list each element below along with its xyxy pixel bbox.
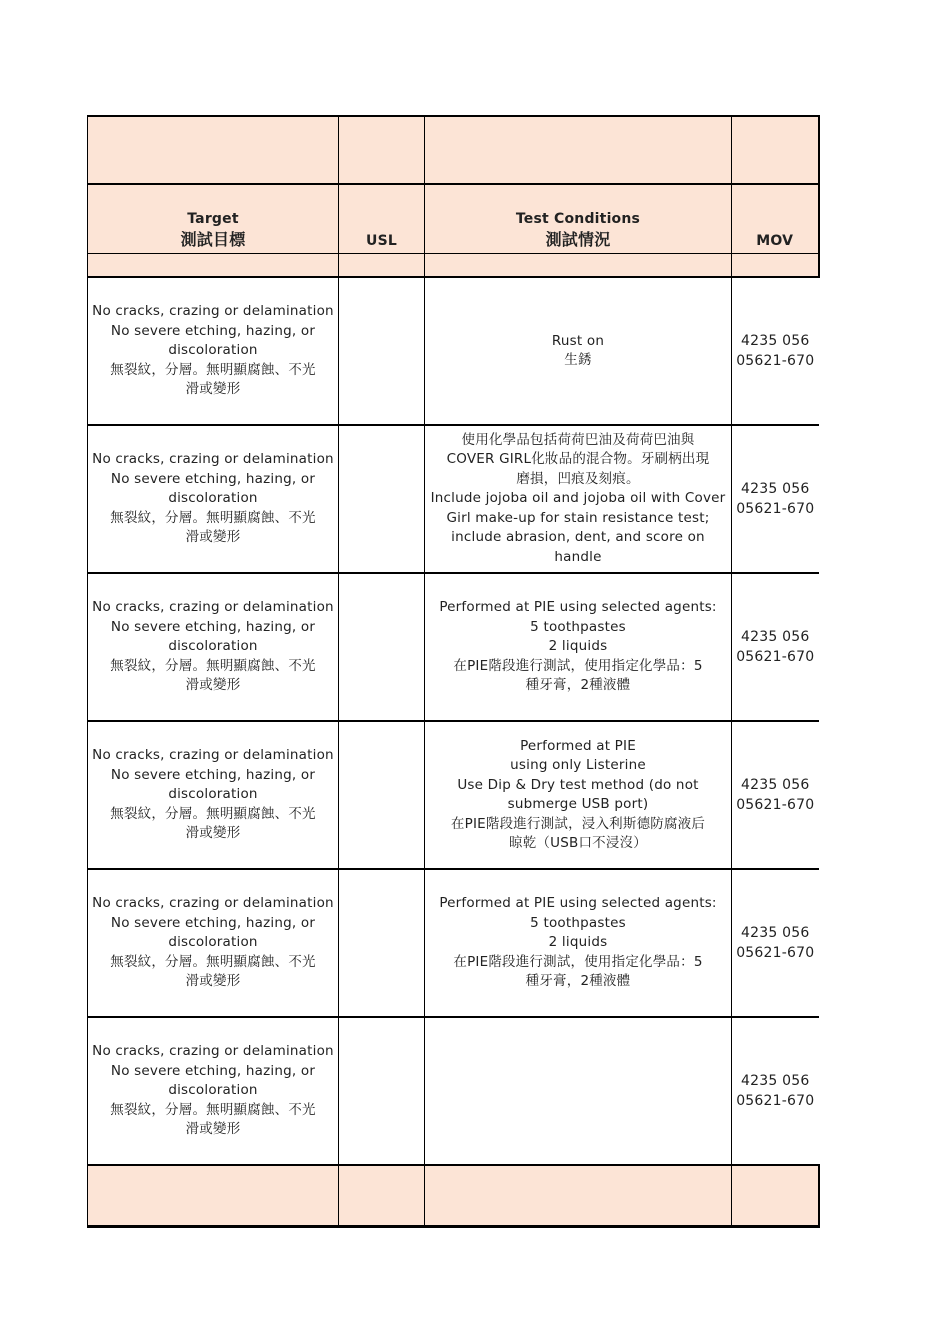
table-row [88, 721, 819, 869]
footer-band-row [88, 1165, 819, 1227]
mov-line: 05621-670 [736, 649, 815, 665]
spec-sheet [87, 115, 818, 1228]
header-usl [339, 184, 425, 254]
conditions-line: 種牙膏，2種液體 [525, 973, 631, 990]
conditions-cell [425, 1017, 732, 1165]
target-line: 無裂紋，分層。無明顯腐蝕、不光 [110, 953, 316, 970]
header-target-zh: 測試目標 [180, 230, 246, 249]
conditions-line: 2 liquids [548, 638, 608, 655]
target-line: 滑或變形 [185, 825, 241, 842]
strip-cell [425, 254, 732, 278]
conditions-line: 2 liquids [548, 934, 608, 951]
conditions-line: COVER GIRL化妝品的混合物。牙刷柄出現 [446, 451, 710, 468]
mov-cell [732, 425, 819, 573]
mov-line: 4235 056 [741, 481, 810, 497]
conditions-line: submerge USB port) [507, 796, 649, 812]
target-line: discoloration [168, 638, 258, 655]
conditions-cell [425, 869, 732, 1017]
mov-line: 05621-670 [736, 1093, 815, 1109]
target-line: No severe etching, hazing, or [110, 470, 316, 487]
target-line: No cracks, crazing or delamination [92, 451, 334, 468]
conditions-line: 種牙膏，2種液體 [525, 677, 631, 694]
mov-cell [732, 1017, 819, 1165]
mov-line: 05621-670 [736, 797, 815, 813]
top-band-cell [425, 116, 732, 184]
table-row [88, 869, 819, 1017]
target-line: No severe etching, hazing, or [110, 766, 316, 783]
target-line: 滑或變形 [185, 529, 241, 546]
conditions-line: 在PIE階段進行測試，使用指定化學品：5 [453, 953, 703, 970]
conditions-line: Performed at PIE [520, 737, 636, 754]
usl-cell [339, 277, 425, 425]
target-line: discoloration [168, 934, 258, 951]
conditions-cell [425, 425, 732, 573]
target-line: No cracks, crazing or delamination [92, 599, 334, 616]
strip-cell [88, 254, 339, 278]
mov-line: 05621-670 [736, 353, 815, 369]
target-cell [88, 1017, 339, 1165]
conditions-line: include abrasion, dent, and score on [451, 529, 705, 546]
conditions-line: Use Dip & Dry test method (do not [457, 776, 699, 793]
header-target-en: Target [187, 211, 239, 227]
table-row [88, 277, 819, 425]
target-line: 滑或變形 [185, 677, 241, 694]
conditions-line: 磨損，凹痕及刻痕。 [516, 470, 640, 487]
conditions-line: 在PIE階段進行測試，使用指定化學品：5 [453, 657, 703, 674]
spec-table [87, 115, 820, 1228]
header-target [88, 184, 339, 254]
mov-cell [732, 721, 819, 869]
header-row [88, 184, 819, 254]
conditions-line: 在PIE階段進行測試，浸入利斯德防腐液后 [450, 815, 706, 832]
top-band-cell [339, 116, 425, 184]
usl-cell [339, 425, 425, 573]
strip-cell [339, 254, 425, 278]
usl-cell [339, 869, 425, 1017]
mov-line: 4235 056 [741, 333, 810, 349]
target-line: No cracks, crazing or delamination [92, 1043, 334, 1060]
conditions-line: Include jojoba oil and jojoba oil with Cover [430, 490, 726, 507]
header-conditions-en: Test Conditions [515, 211, 641, 227]
conditions-cell [425, 573, 732, 721]
footer-band-cell [732, 1165, 819, 1227]
usl-cell [339, 1017, 425, 1165]
mov-line: 4235 056 [741, 777, 810, 793]
target-line: discoloration [168, 490, 258, 507]
target-line: discoloration [168, 342, 258, 359]
conditions-line: Performed at PIE using selected agents: [439, 895, 717, 912]
conditions-line: handle [554, 548, 602, 565]
target-line: 無裂紋，分層。無明顯腐蝕、不光 [110, 361, 316, 378]
target-line: discoloration [168, 1082, 258, 1099]
target-cell [88, 573, 339, 721]
mov-line: 05621-670 [736, 945, 815, 961]
header-strip-row [88, 254, 819, 278]
target-line: No severe etching, hazing, or [110, 618, 316, 635]
table-row [88, 425, 819, 573]
target-line: discoloration [168, 786, 258, 803]
target-line: 無裂紋，分層。無明顯腐蝕、不光 [110, 1101, 316, 1118]
target-line: 滑或變形 [185, 973, 241, 990]
conditions-line: 5 toothpastes [530, 914, 626, 931]
usl-cell [339, 573, 425, 721]
header-conditions [425, 184, 732, 254]
footer-band-cell [339, 1165, 425, 1227]
footer-band-cell [88, 1165, 339, 1227]
mov-line: 05621-670 [736, 501, 815, 517]
target-line: 無裂紋，分層。無明顯腐蝕、不光 [110, 805, 316, 822]
target-line: No severe etching, hazing, or [110, 1062, 316, 1079]
target-line: No severe etching, hazing, or [110, 914, 316, 931]
usl-cell [339, 721, 425, 869]
target-line: 無裂紋，分層。無明顯腐蝕、不光 [110, 657, 316, 674]
target-line: 無裂紋，分層。無明顯腐蝕、不光 [110, 509, 316, 526]
target-cell [88, 869, 339, 1017]
conditions-line: Rust on [551, 332, 605, 349]
mov-line: 4235 056 [741, 1073, 810, 1089]
mov-cell [732, 277, 819, 425]
conditions-line: Performed at PIE using selected agents: [439, 599, 717, 616]
target-line: No cracks, crazing or delamination [92, 747, 334, 764]
conditions-cell [425, 277, 732, 425]
data-rows [88, 277, 819, 1165]
mov-line: 4235 056 [741, 629, 810, 645]
target-cell [88, 277, 339, 425]
table-row [88, 1017, 819, 1165]
target-line: No severe etching, hazing, or [110, 322, 316, 339]
conditions-cell [425, 721, 732, 869]
mov-line: 4235 056 [741, 925, 810, 941]
strip-cell [732, 254, 819, 278]
header-mov-label: MOV [756, 232, 794, 249]
header-conditions-zh: 測試情況 [545, 230, 611, 249]
header-mov [732, 184, 819, 254]
conditions-line: 生銹 [564, 352, 592, 368]
target-cell [88, 425, 339, 573]
target-line: 滑或變形 [185, 1121, 241, 1138]
target-line: 滑或變形 [185, 381, 241, 398]
conditions-line: using only Listerine [510, 757, 646, 773]
mov-cell [732, 573, 819, 721]
mov-cell [732, 869, 819, 1017]
top-band-cell [88, 116, 339, 184]
conditions-line: Girl make-up for stain resistance test; [446, 509, 710, 526]
table-row [88, 573, 819, 721]
top-band-row [88, 116, 819, 184]
footer-band-cell [425, 1165, 732, 1227]
conditions-line: 5 toothpastes [530, 618, 626, 635]
target-line: No cracks, crazing or delamination [92, 895, 334, 912]
target-line: No cracks, crazing or delamination [92, 303, 334, 320]
top-band-cell [732, 116, 819, 184]
conditions-line: 晾乾（USB口不浸沒） [509, 835, 647, 851]
conditions-line: 使用化學品包括荷荷巴油及荷荷巴油與 [461, 431, 695, 448]
header-usl-label: USL [366, 232, 397, 249]
target-cell [88, 721, 339, 869]
